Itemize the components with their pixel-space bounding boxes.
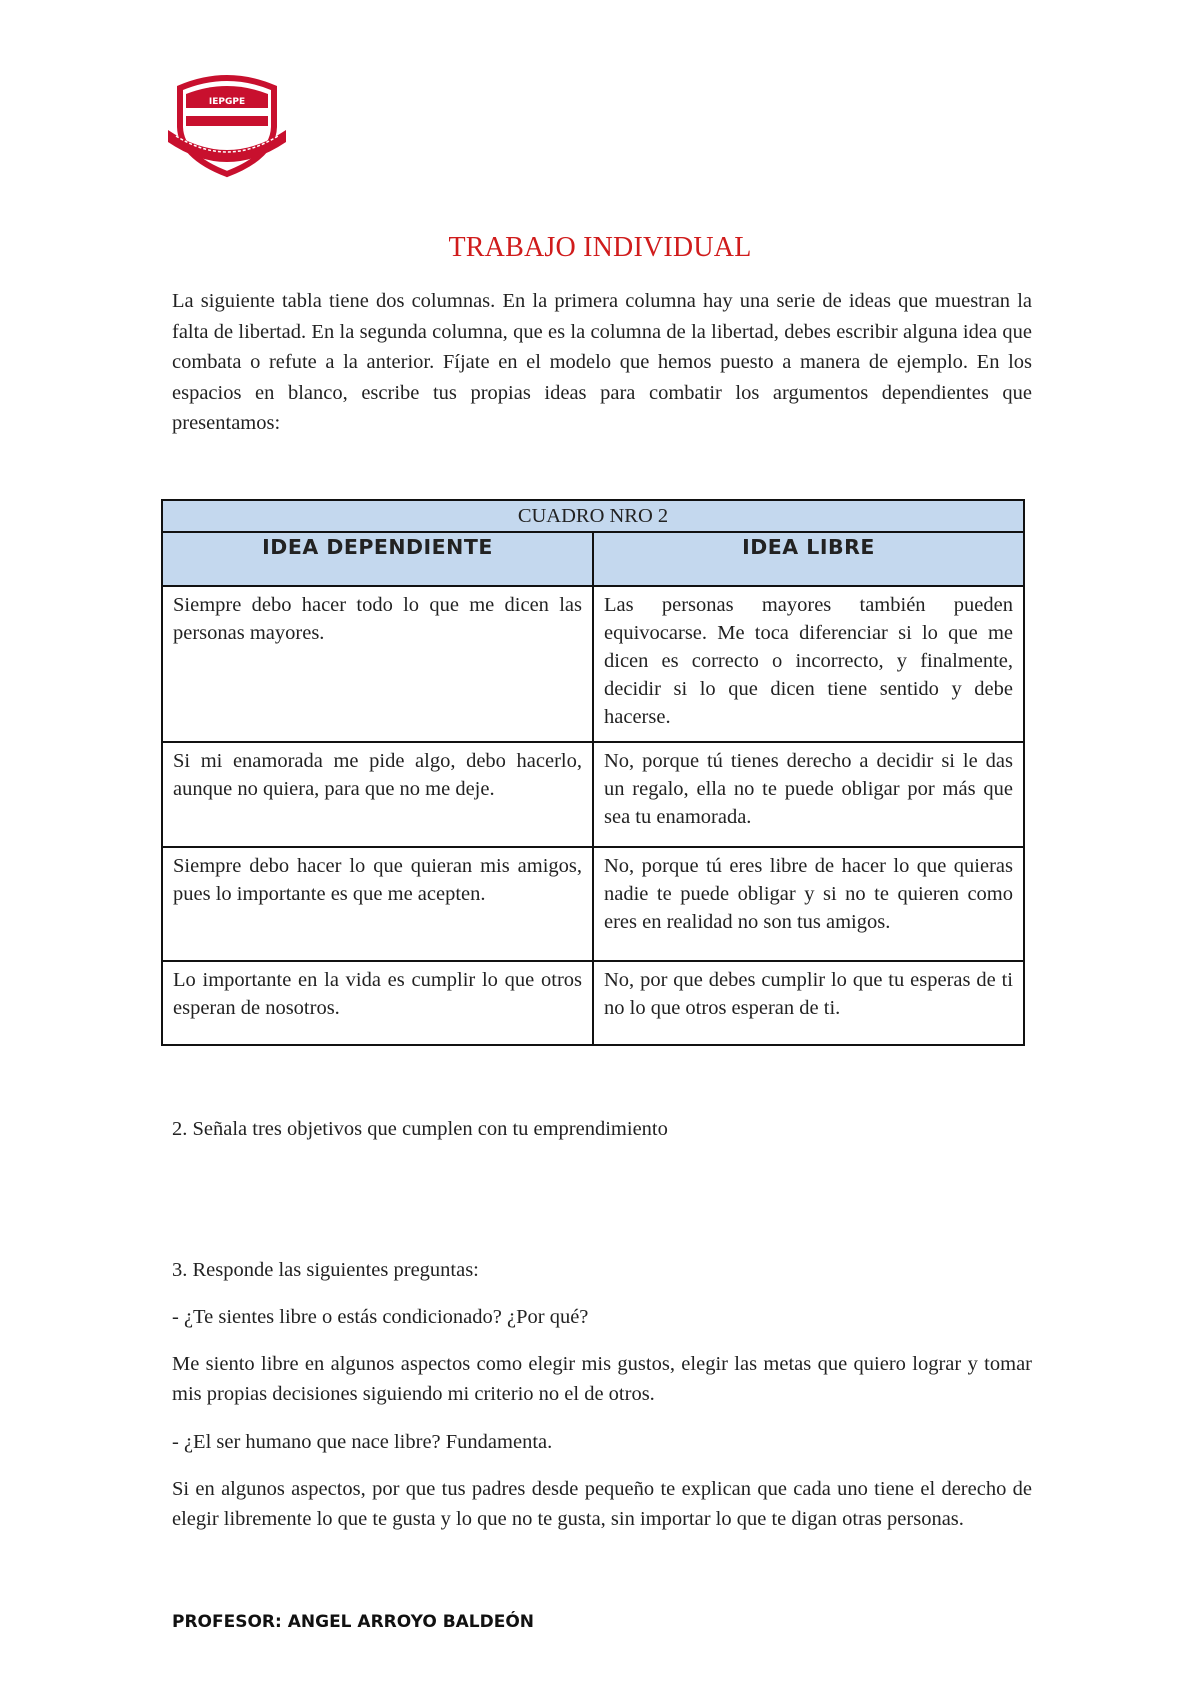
- question-2: 2. Señala tres objetivos que cumplen con tu emprendimiento: [172, 1118, 668, 1140]
- table-row: [162, 742, 1024, 847]
- cell-dependiente: Si mi enamorada me pide algo, debo hacerlo, aunque no quiera, para que no me deje.: [162, 742, 593, 847]
- cell-dependiente: Siempre debo hacer lo que quieran mis amigos, pues lo importante es que me acepten.: [162, 847, 593, 961]
- header-idea-dependiente: IDEA DEPENDIENTE: [162, 532, 593, 586]
- page-title: TRABAJO INDIVIDUAL: [448, 232, 752, 263]
- question-3a: - ¿Te sientes libre o estás condicionado? ¿Por qué?: [172, 1306, 589, 1328]
- cell-dependiente: Siempre debo hacer todo lo que me dicen las personas mayores.: [162, 586, 593, 742]
- cell-libre: No, porque tú tienes derecho a decidir si le das un regalo, ella no te puede obligar por más que sea tu enamorada.: [593, 742, 1024, 847]
- table-header-row: [162, 532, 1024, 586]
- cuadro-table: [161, 499, 1025, 1046]
- answer-3b: Si en algunos aspectos, por que tus padres desde pequeño te explican que cada uno tiene el derecho de elegir libremente lo que te gusta y lo que no te gusta, sin importar lo que te digan otras personas.: [172, 1478, 1032, 1530]
- cell-dependiente: Lo importante en la vida es cumplir lo que otros esperan de nosotros.: [162, 961, 593, 1045]
- table-row: [162, 961, 1024, 1045]
- cell-libre: No, por que debes cumplir lo que tu esperas de ti no lo que otros esperan de ti.: [593, 961, 1024, 1045]
- cell-libre: Las personas mayores también pueden equivocarse. Me toca diferenciar si lo que me dicen es correcto o incorrecto, y finalmente, decidir si lo que dicen tiene sentido y debe hacerse.: [593, 586, 1024, 742]
- answer-3a: Me siento libre en algunos aspectos como elegir mis gustos, elegir las metas que quiero lograr y tomar mis propias decisiones siguiendo mi criterio no el de otros.: [172, 1353, 1032, 1405]
- logo-text: IEPGPE: [208, 97, 246, 107]
- question-3: 3. Responde las siguientes preguntas:: [172, 1259, 479, 1281]
- cell-libre: No, porque tú eres libre de hacer lo que quieras nadie te puede obligar y si no te quieren como eres en realidad no son tus amigos.: [593, 847, 1024, 961]
- table-row: [162, 586, 1024, 742]
- footer-teacher: PROFESOR: ANGEL ARROYO BALDEÓN: [172, 1612, 535, 1632]
- table-row: [162, 847, 1024, 961]
- table-caption: CUADRO NRO 2: [162, 500, 1024, 532]
- header-idea-libre: IDEA LIBRE: [593, 532, 1024, 586]
- table-caption-row: [162, 500, 1024, 532]
- intro-paragraph: La siguiente tabla tiene dos columnas. En la primera columna hay una serie de ideas que muestran la falta de libertad. En la segunda columna, que es la columna de la libertad, debes escribir alguna idea que combata o refute a la anterior. Fíjate en el modelo que hemos puesto a manera de ejemplo. En los espacios en blanco, escribe tus propias ideas para combatir los argumentos dependientes que presentamos:: [172, 290, 1032, 434]
- school-logo: [166, 74, 288, 178]
- question-3b: - ¿El ser humano que nace libre? Fundamenta.: [172, 1431, 553, 1453]
